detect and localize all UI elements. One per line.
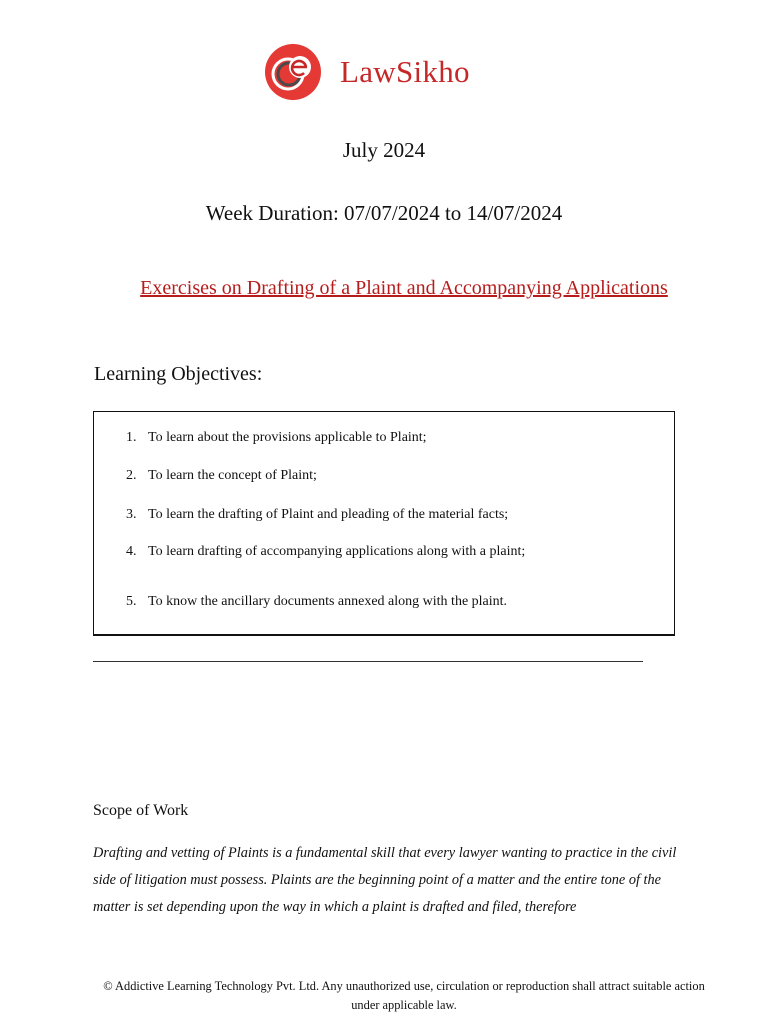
objective-number: 2. <box>126 468 137 483</box>
learning-objectives-heading: Learning Objectives: <box>94 363 263 385</box>
objective-text: To learn the drafting of Plaint and pleading of the material facts; <box>148 507 509 522</box>
copyright-footer: © Addictive Learning Technology Pvt. Ltd. Any unauthorized use, circulation or reproduction shall attract suitable action under applicable law. <box>103 979 705 1012</box>
document-month: July 2024 <box>342 138 426 162</box>
document-title: Exercises on Drafting of a Plaint and Accompanying Applications <box>140 277 668 299</box>
objective-text: To learn about the provisions applicable to Plaint; <box>148 430 427 445</box>
section-divider <box>93 661 643 662</box>
objective-number: 4. <box>126 544 137 559</box>
objective-item <box>126 430 427 446</box>
scope-body: Drafting and vetting of Plaints is a fundamental skill that every lawyer wanting to practice in the civil side of litigation must possess. Plaints are the beginning point of a matter and the entire tone of the matter is set depending upon the way in which a plaint is drafted and filed, therefore <box>93 845 677 915</box>
objective-text: To know the ancillary documents annexed along with the plaint. <box>148 594 508 609</box>
week-duration: Week Duration: 07/07/2024 to 14/07/2024 <box>205 201 563 225</box>
objective-item <box>126 544 525 560</box>
scope-heading: Scope of Work <box>93 802 189 819</box>
objective-item <box>126 468 317 484</box>
objective-number: 1. <box>126 430 137 445</box>
lawsikho-logo-icon <box>264 43 322 101</box>
objective-text: To learn drafting of accompanying applications along with a plaint; <box>148 544 526 559</box>
objective-item <box>126 507 508 523</box>
objective-item <box>126 594 507 610</box>
objective-number: 3. <box>126 507 137 522</box>
brand-name: LawSikho <box>340 54 470 89</box>
brand-logo <box>264 43 470 101</box>
objective-number: 5. <box>126 594 137 609</box>
learning-objectives-box <box>93 411 675 636</box>
objective-text: To learn the concept of Plaint; <box>148 468 317 483</box>
